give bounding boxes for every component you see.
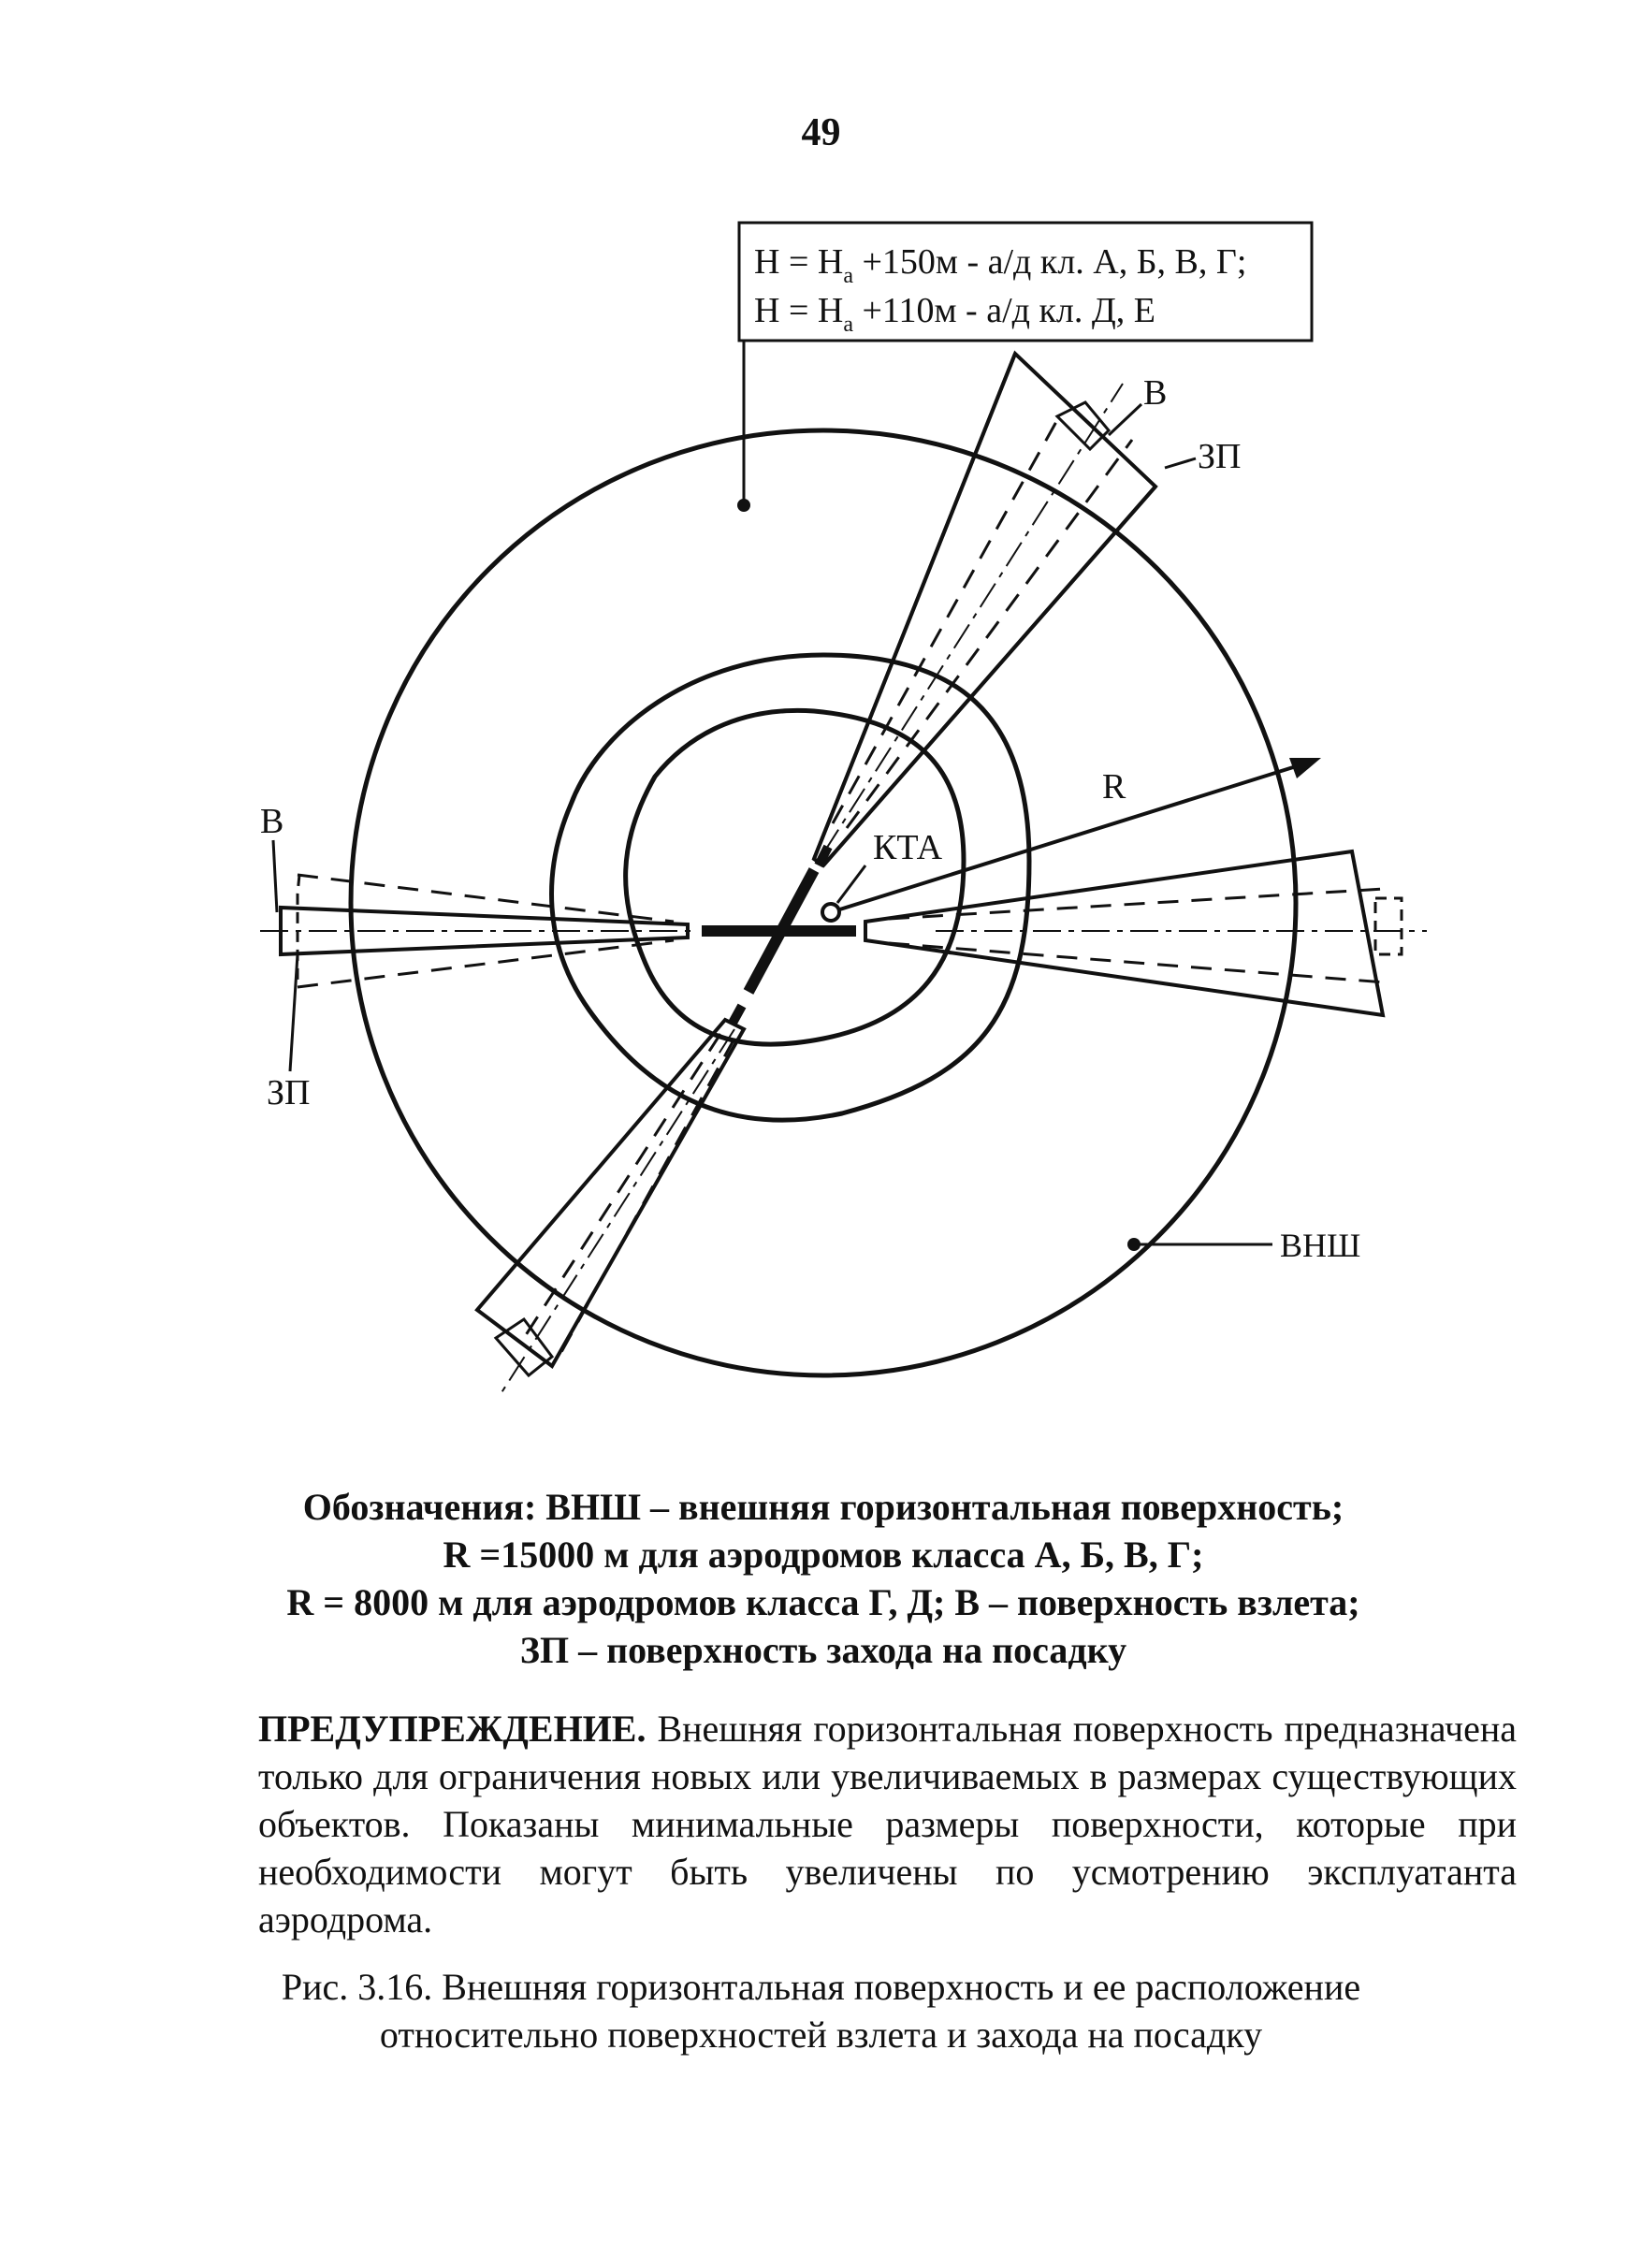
warning-paragraph	[258, 1705, 1517, 1943]
conical-outer-contour	[552, 655, 1029, 1120]
b-left-leader	[273, 840, 277, 912]
page-number: 49	[801, 111, 841, 154]
runway-cross-segment	[732, 1006, 742, 1025]
vnsh-label: ВНШ	[1280, 1227, 1361, 1264]
legend-line: Обозначения: ВНШ – внешняя горизонтальная поверхность;	[302, 1486, 1344, 1528]
outer-horizontal-surface-circle	[351, 430, 1296, 1375]
height-box-leader-dot	[737, 499, 750, 512]
b-top-leader	[1109, 404, 1141, 435]
height-formula-line-1: $H = H_а +150м - а/д$ кл. А, Б, В, Г;	[754, 242, 1247, 288]
legend-line: R =15000 м для аэродромов класса А, Б, В, Г;	[443, 1534, 1204, 1576]
legend-line: R = 8000 м для аэродромов класса Г, Д; В – поверхность взлета;	[286, 1581, 1360, 1623]
caption-line: относительно поверхностей взлета и захода на посадку	[379, 2014, 1263, 2056]
aerodrome-reference-point	[822, 904, 839, 921]
warning-heading: ПРЕДУПРЕЖДЕНИЕ.	[258, 1708, 647, 1750]
kta-label: КТА	[873, 828, 943, 867]
takeoff-surface-label-top: В	[1143, 373, 1168, 413]
lower-left-approach-surface	[477, 1020, 744, 1394]
figure-caption	[187, 1963, 1455, 2058]
height-formula-line-2: $H = H_а +110м - а/д$ кл. Д, Е	[754, 291, 1156, 337]
warning-text: Внешняя горизонтальная поверхность предназначена только для ограничения новых или увеличиваемых в размерах существующих объектов. Показаны минимальные размеры поверхности, которые при необходимости могут быть увеличены по усмотрению эксплуатанта аэродрома.	[258, 1708, 1517, 1941]
approach-surface-label-top: ЗП	[1198, 437, 1242, 476]
kta-leader	[837, 865, 865, 903]
legend-line: ЗП – поверхность захода на посадку	[519, 1629, 1127, 1671]
legend	[243, 1483, 1403, 1674]
zp-left-leader	[290, 954, 298, 1071]
takeoff-surface-label-left: В	[260, 802, 284, 841]
caption-line: Рис. 3.16. Внешняя горизонтальная поверхность и ее расположение	[281, 1966, 1361, 2008]
zp-top-leader	[1165, 458, 1196, 468]
approach-surface-label-left: ЗП	[267, 1073, 311, 1112]
radius-label: R	[1102, 767, 1126, 807]
